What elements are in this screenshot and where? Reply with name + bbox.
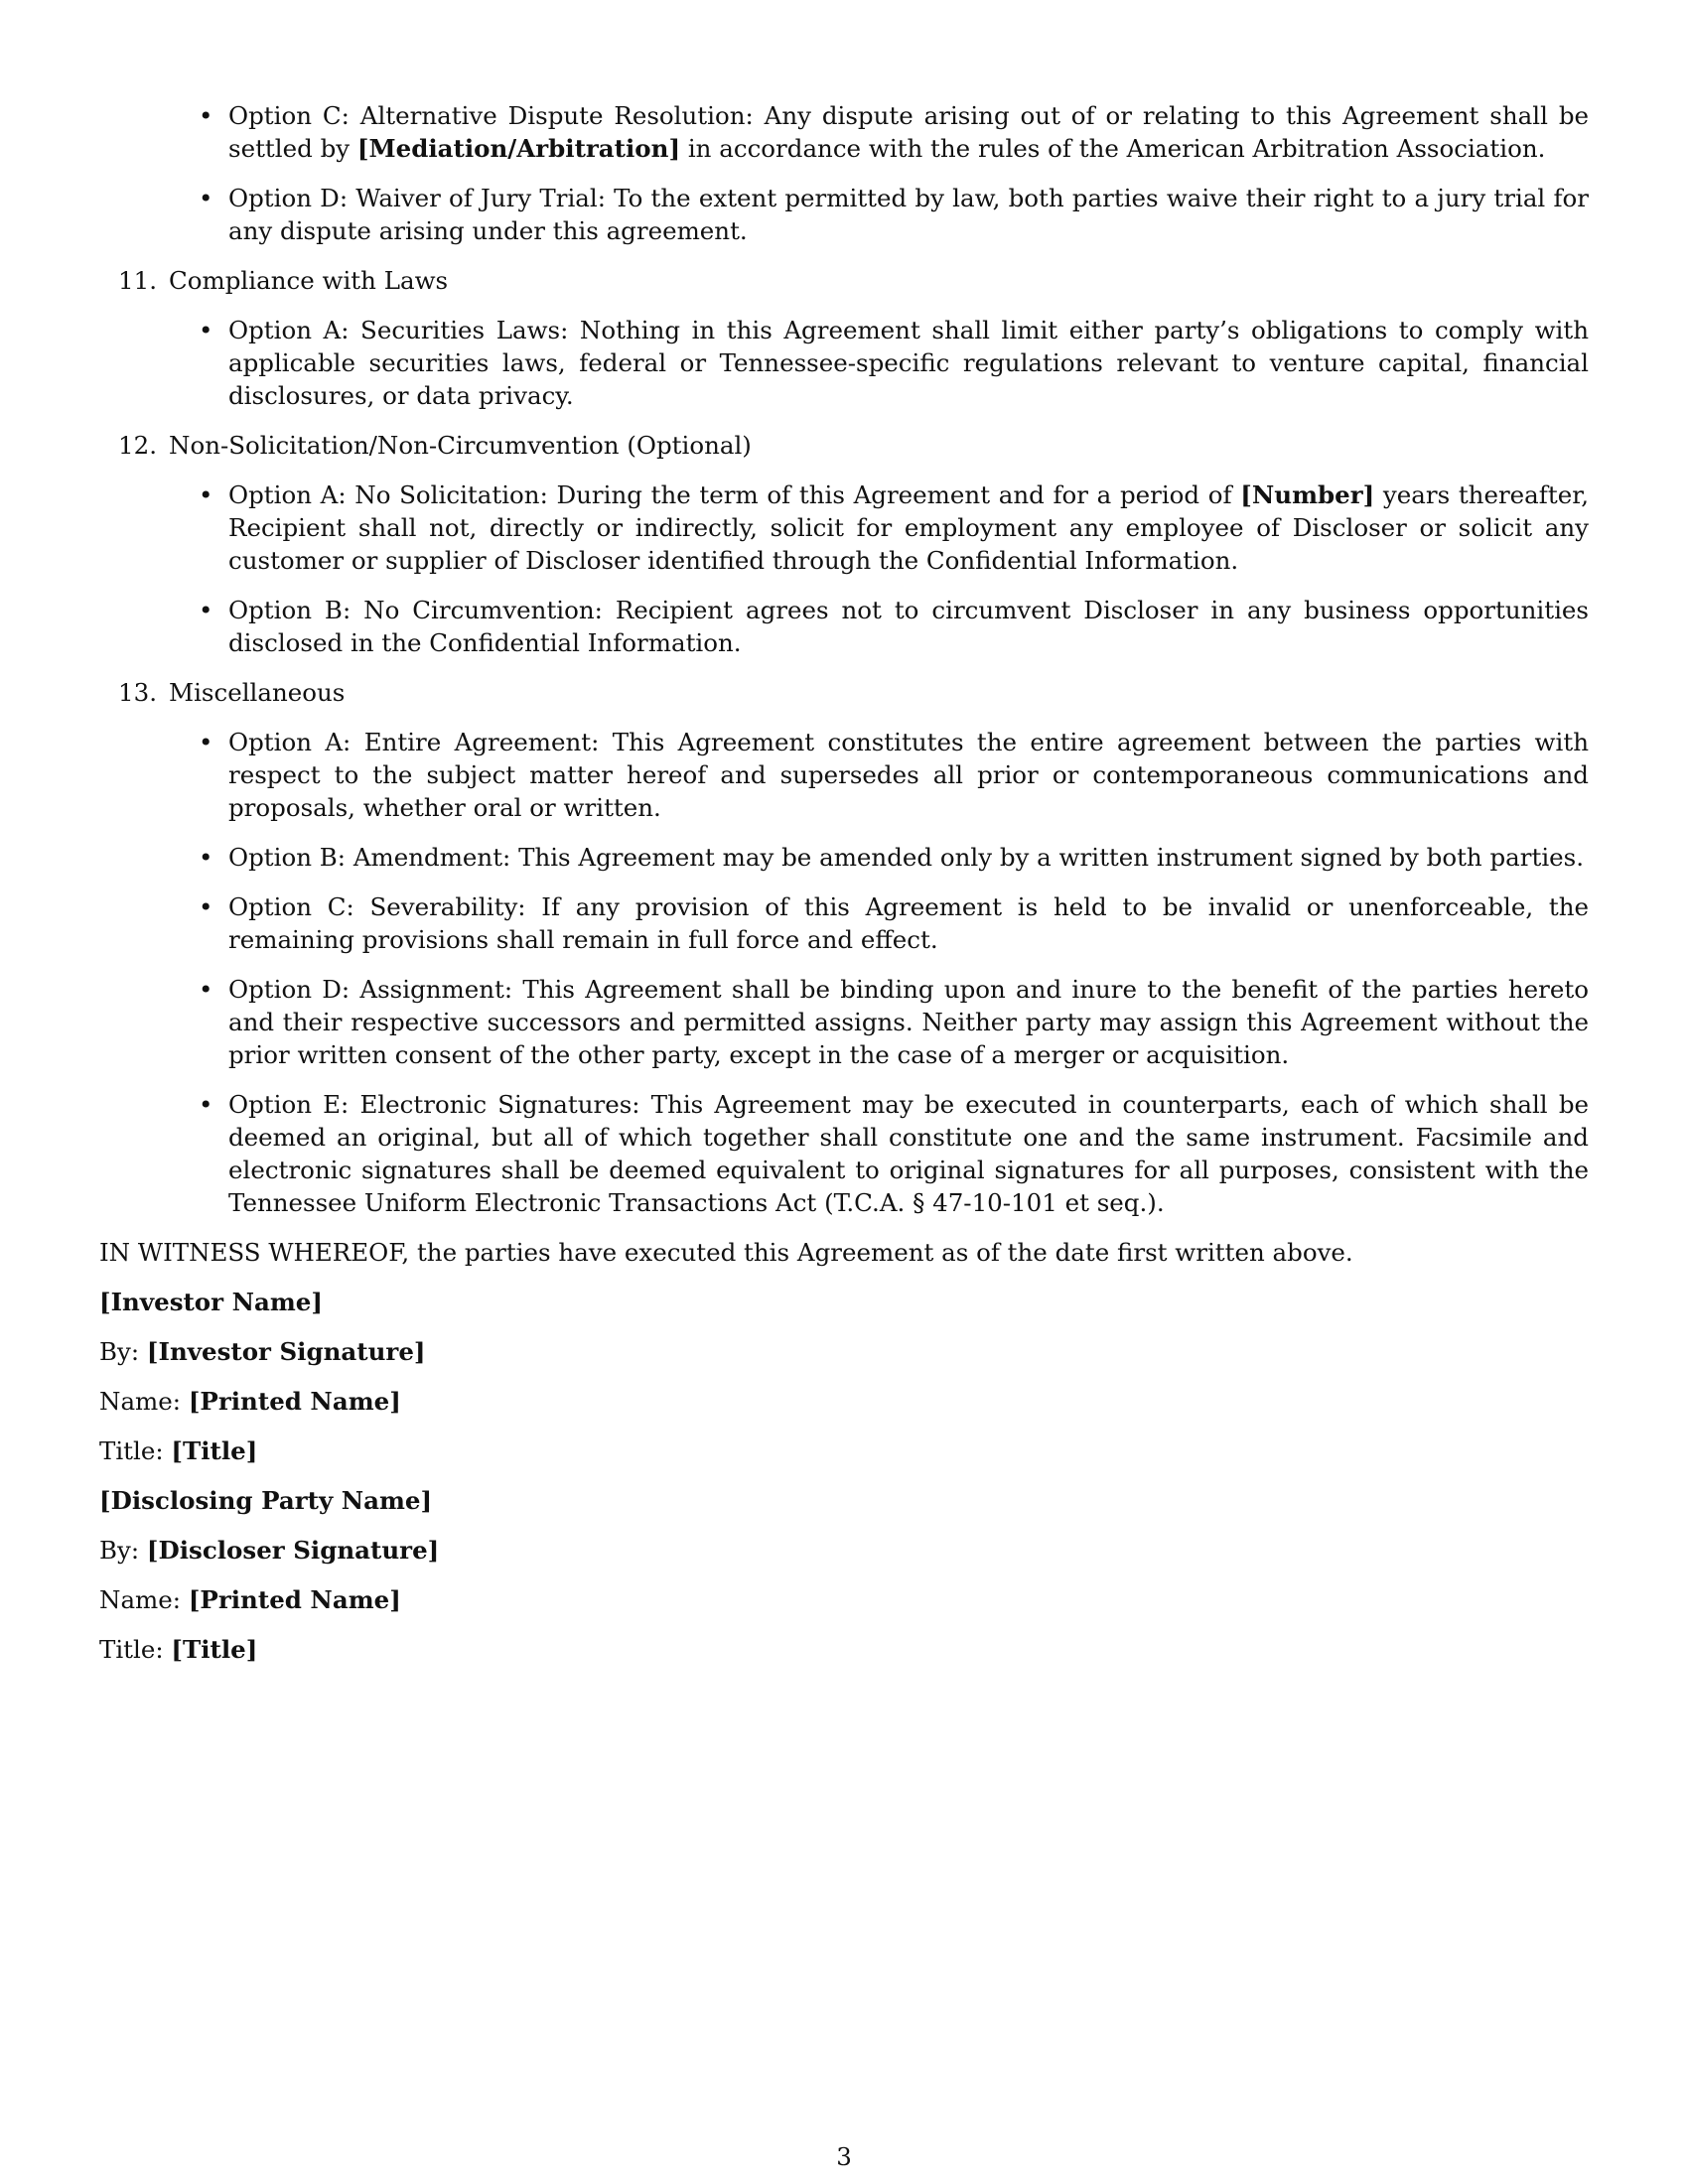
placeholder-mediation-arbitration: [Mediation/Arbitration] [356,134,681,163]
section-11-options [99,314,1589,412]
discloser-title-line: Title: [Title] [99,1635,258,1664]
investor-party-name: [Investor Name] [99,1288,323,1316]
witness-statement: IN WITNESS WHEREOF, the parties have executed this Agreement as of the date first written above. [99,1238,1353,1267]
section-title: Miscellaneous [169,678,346,707]
section-12-heading [99,429,1589,462]
page-number: 3 [836,2142,852,2171]
document-page [99,99,1589,1683]
option-e-electronic-signatures: • Option E: Electronic Signatures: This Agreement may be executed in counterparts, each of which shall be deemed an original, but all of which together shall constitute one and the same instrument. Facsimile and electronic signatures shall be deemed equivalent to original signatures for all purposes, consistent with the Tennessee Uniform Electronic Transactions Act (T.C.A. § 47-10-101 et seq.). [228,1088,1589,1219]
discloser-signature-block [99,1484,1589,1666]
option-a-no-solicitation: • Option A: No Solicitation: During the term of this Agreement and for a period of [Number] years thereafter, Recipient shall not, directly or indirectly, solicit for employment any employee of Discloser or solicit any customer or supplier of Discloser identified through the Confidential Information. [228,478,1589,577]
option-d-assignment: • Option D: Assignment: This Agreement shall be binding upon and inure to the benefit of the parties hereto and their respective successors and permitted assigns. Neither party may assign this Agreement without the prior written consent of the other party, except in the case of a merger or acquisition. [228,973,1589,1071]
option-a-securities-laws: • Option A: Securities Laws: Nothing in this Agreement shall limit either party’s obligations to comply with applicable securities laws, federal or Tennessee-specific regulations relevant to venture capital, financial disclosures, or data privacy. [228,314,1589,412]
discloser-by-line: By: [Discloser Signature] [99,1536,440,1565]
investor-signature-block [99,1286,1589,1467]
section-10-options [99,99,1589,247]
section-number: 13. [118,678,157,707]
section-title: Compliance with Laws [169,266,449,295]
option-c-dispute-resolution: • Option C: Alternative Dispute Resolution: Any dispute arising out of or relating to this Agreement shall be settled by [Mediation/Arbitration] in accordance with the rules of the American Arbitration Association. [228,99,1589,165]
option-b-amendment: • Option B: Amendment: This Agreement may be amended only by a written instrument signed by both parties. [228,841,1589,874]
section-13-options [99,726,1589,1219]
section-title: Non-Solicitation/Non-Circumvention (Optional) [169,431,752,460]
section-number: 12. [118,431,157,460]
investor-title-line: Title: [Title] [99,1436,258,1465]
investor-name-line: Name: [Printed Name] [99,1387,401,1416]
section-13-heading [99,676,1589,709]
section-number: 11. [118,266,157,295]
option-a-entire-agreement: • Option A: Entire Agreement: This Agreement constitutes the entire agreement between the parties with respect to the subject matter hereof and supersedes all prior or contemporaneous communications and proposals, whether oral or written. [228,726,1589,824]
discloser-party-name: [Disclosing Party Name] [99,1486,433,1515]
discloser-name-line: Name: [Printed Name] [99,1585,401,1614]
option-b-no-circumvention: • Option B: No Circumvention: Recipient agrees not to circumvent Discloser in any business opportunities disclosed in the Confidential Information. [228,594,1589,659]
section-11-heading [99,264,1589,297]
investor-by-line: By: [Investor Signature] [99,1337,426,1366]
option-c-severability: • Option C: Severability: If any provision of this Agreement is held to be invalid or unenforceable, the remaining provisions shall remain in full force and effect. [228,890,1589,956]
placeholder-number: [Number] [1240,480,1375,509]
section-12-options [99,478,1589,659]
option-d-jury-waiver: • Option D: Waiver of Jury Trial: To the extent permitted by law, both parties waive their right to a jury trial for any dispute arising under this agreement. [228,182,1589,247]
